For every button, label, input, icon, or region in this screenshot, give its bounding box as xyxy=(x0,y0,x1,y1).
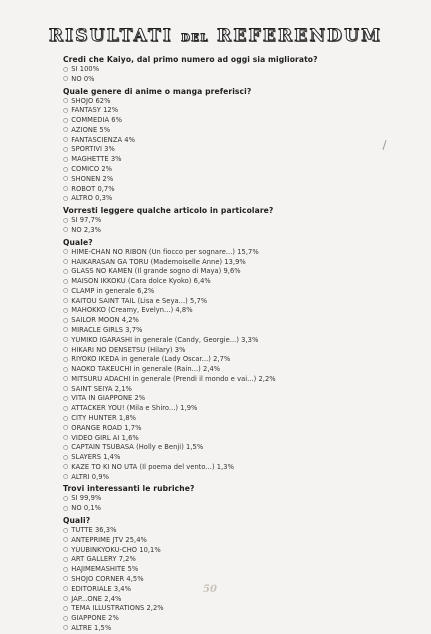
answer-option: ○ MIRACLE GIRLS 3,7% xyxy=(63,326,383,336)
answer-option: ○ NAOKO TAKEUCHI in generale (Rain...) 2,4% xyxy=(63,365,383,375)
question-heading: Quali? xyxy=(63,516,91,526)
answer-option: ○ ORANGE ROAD 1,7% xyxy=(63,424,383,434)
answer-option: ○ CITY HUNTER 1,8% xyxy=(63,414,383,424)
page-title xyxy=(0,26,431,46)
answer-option: ○ JAP...ONE 2,4% xyxy=(63,595,383,605)
answer-option: ○ GIAPPONE 2% xyxy=(63,614,383,624)
answer-option: ○ NO 0% xyxy=(63,75,383,85)
title-part-del: DEL xyxy=(181,33,209,44)
answer-option: ○ FANTASCIENZA 4% xyxy=(63,136,383,146)
answer-option: ○ NO 2,3% xyxy=(63,226,383,236)
answer-option: ○ HAIKARASAN GA TORU (Mademoiselle Anne) 13,9% xyxy=(63,258,383,268)
page-number: 50 xyxy=(203,584,217,595)
answer-option: ○ SAINT SEIYA 2,1% xyxy=(63,385,383,395)
question-heading: Quale genere di anime o manga preferisci? xyxy=(63,86,252,96)
answer-option: ○ HIKARI NO DENSETSU (Hilary) 3% xyxy=(63,346,383,356)
answer-option: ○ SHOJO CORNER 4,5% xyxy=(63,575,383,585)
answer-option: ○ YUUBINKYOKU-CHO 10,1% xyxy=(63,546,383,556)
survey-results xyxy=(63,55,383,634)
answer-option: ○ MAHOKKO (Creamy, Evelyn...) 4,8% xyxy=(63,306,383,316)
answer-option: ○ NO 0,1% xyxy=(63,504,383,514)
answer-option: ○ COMMEDIA 6% xyxy=(63,116,383,126)
title-part-risultati: RISULTATI xyxy=(48,26,173,46)
answer-option: ○ ART GALLERY 7,2% xyxy=(63,555,383,565)
answer-option: ○ EDITORIALE 3,4% xyxy=(63,585,383,595)
answer-option: ○ SAILOR MOON 4,2% xyxy=(63,316,383,326)
answer-option: ○ AZIONE 5% xyxy=(63,126,383,136)
answer-option: ○ ALTRE 1,5% xyxy=(63,624,383,634)
question-heading: Quale? xyxy=(63,237,93,247)
title-part-referendum: REFERENDUM xyxy=(217,26,383,46)
answer-option: ○ CAPTAIN TSUBASA (Holly e Benji) 1,5% xyxy=(63,443,383,453)
question-heading: Vorresti leggere qualche articolo in particolare? xyxy=(63,206,274,216)
answer-option: ○ SHONEN 2% xyxy=(63,175,383,185)
answer-option: ○ SPORTIVI 3% xyxy=(63,145,383,155)
answer-option: ○ MAGHETTE 3% xyxy=(63,155,383,165)
answer-option: ○ SI 97,7% xyxy=(63,216,383,226)
pen-mark xyxy=(382,140,386,150)
answer-option: ○ TUTTE 36,3% xyxy=(63,526,383,536)
answer-option: ○ ROBOT 0,7% xyxy=(63,185,383,195)
answer-option: ○ ALTRI 0,9% xyxy=(63,473,383,483)
answer-option: ○ HIME-CHAN NO RIBON (Un fiocco per sognare...) 15,7% xyxy=(63,248,383,258)
answer-option: ○ ATTACKER YOU! (Mila e Shiro...) 1,9% xyxy=(63,404,383,414)
answer-option: ○ YUMIKO IGARASHI in generale (Candy, Georgie...) 3,3% xyxy=(63,336,383,346)
answer-option: ○ RIYOKO IKEDA in generale (Lady Oscar...) 2,7% xyxy=(63,355,383,365)
answer-option: ○ GLASS NO KAMEN (Il grande sogno di Maya) 9,6% xyxy=(63,267,383,277)
answer-option: ○ ANTEPRIME JTV 25,4% xyxy=(63,536,383,546)
answer-option: ○ TEMA ILLUSTRATIONS 2,2% xyxy=(63,604,383,614)
answer-option: ○ KAITOU SAINT TAIL (Lisa e Seya...) 5,7% xyxy=(63,297,383,307)
answer-option: ○ FANTASY 12% xyxy=(63,106,383,116)
question-heading: Credi che Kaiyo, dal primo numero ad oggi sia migliorato? xyxy=(63,55,318,64)
answer-option: ○ KAZE TO KI NO UTA (Il poema del vento...) 1,3% xyxy=(63,463,383,473)
answer-option: ○ COMICO 2% xyxy=(63,165,383,175)
answer-option: ○ SI 99,9% xyxy=(63,494,383,504)
answer-option: ○ ALTRO 0,3% xyxy=(63,194,383,204)
question-heading: Trovi interessanti le rubriche? xyxy=(63,484,195,494)
answer-option: ○ MAISON IKKOKU (Cara dolce Kyoko) 6,4% xyxy=(63,277,383,287)
answer-option: ○ MITSURU ADACHI in generale (Prendi il mondo e vai...) 2,2% xyxy=(63,375,383,385)
answer-option: ○ VITA IN GIAPPONE 2% xyxy=(63,394,383,404)
answer-option: ○ VIDEO GIRL AI 1,6% xyxy=(63,434,383,444)
answer-option: ○ SI 100% xyxy=(63,65,383,75)
answer-option: ○ SLAYERS 1,4% xyxy=(63,453,383,463)
answer-option: ○ SHOJO 62% xyxy=(63,97,383,107)
answer-option: ○ CLAMP in generale 6,2% xyxy=(63,287,383,297)
answer-option: ○ HAJIMEMASHITE 5% xyxy=(63,565,383,575)
